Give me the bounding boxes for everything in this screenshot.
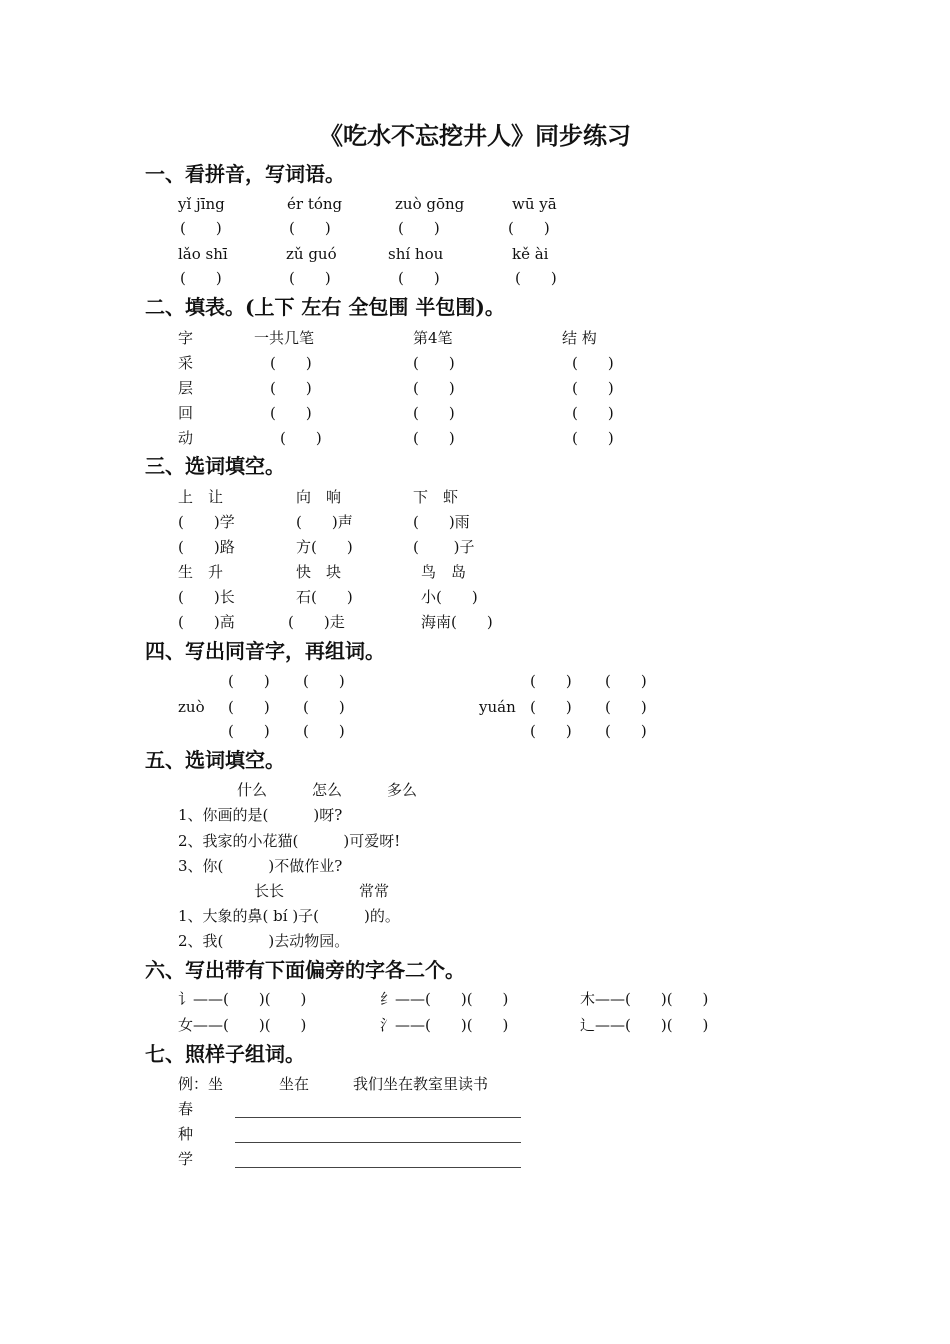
sentence[interactable]: 1、大象的鼻( bí )子( )的。 bbox=[178, 907, 400, 925]
answer-blank[interactable]: ( ) bbox=[413, 354, 455, 372]
answer-blank[interactable]: ( ) bbox=[530, 672, 572, 690]
section-4-heading: 四、写出同音字，再组词。 bbox=[145, 639, 385, 663]
answer-line[interactable] bbox=[235, 1142, 521, 1143]
answer-blank[interactable]: ( ) bbox=[572, 354, 614, 372]
answer-blank[interactable]: ( ) bbox=[270, 379, 312, 397]
worksheet-title: 《吃水不忘挖井人》同步练习 bbox=[319, 121, 631, 150]
radical-item[interactable]: 讠——( )( ) bbox=[178, 990, 307, 1008]
answer-blank[interactable]: ( ) bbox=[530, 698, 572, 716]
word-choices: 什么 怎么 多么 bbox=[237, 781, 418, 799]
section-1-heading: 一、看拼音，写词语。 bbox=[145, 162, 345, 186]
pinyin-yijing: yǐ jīng bbox=[178, 195, 225, 213]
answer-blank[interactable]: ( ) bbox=[398, 219, 440, 237]
fill-cell[interactable]: 石( ) bbox=[296, 588, 353, 606]
word-pair: 上 让 bbox=[178, 488, 224, 506]
fill-cell[interactable]: ( )声 bbox=[296, 513, 353, 531]
answer-blank[interactable]: ( ) bbox=[413, 429, 455, 447]
practice-char: 春 bbox=[178, 1100, 194, 1118]
sentence[interactable]: 1、你画的是( )呀? bbox=[178, 806, 343, 824]
fill-cell[interactable]: ( )走 bbox=[288, 613, 345, 631]
radical-item[interactable]: 氵——( )( ) bbox=[380, 1016, 509, 1034]
section-2-heading: 二、填表。(上下 左右 全包围 半包围)。 bbox=[145, 295, 505, 319]
pinyin-yuan: yuán bbox=[479, 698, 516, 716]
answer-blank[interactable]: ( ) bbox=[228, 672, 270, 690]
radical-item[interactable]: 木——( )( ) bbox=[580, 990, 709, 1008]
answer-blank[interactable]: ( ) bbox=[228, 698, 270, 716]
sentence[interactable]: 3、你( )不做作业? bbox=[178, 857, 343, 875]
table-header-strokes: 一共几笔 bbox=[254, 329, 315, 347]
table-char-cai: 采 bbox=[178, 354, 194, 372]
example-word: 坐在 bbox=[279, 1075, 310, 1093]
pinyin-laoshi: lǎo shī bbox=[178, 245, 228, 263]
answer-blank[interactable]: ( ) bbox=[413, 379, 455, 397]
word-choices: 长长 常常 bbox=[254, 882, 390, 900]
fill-cell[interactable]: ( )学 bbox=[178, 513, 235, 531]
word-pair: 鸟 岛 bbox=[421, 563, 467, 581]
section-5-heading: 五、选词填空。 bbox=[145, 748, 285, 772]
fill-cell[interactable]: ( )长 bbox=[178, 588, 235, 606]
fill-cell[interactable]: ( )高 bbox=[178, 613, 235, 631]
answer-blank[interactable]: ( ) bbox=[605, 722, 647, 740]
example-sentence: 我们坐在教室里读书 bbox=[353, 1075, 489, 1093]
fill-cell[interactable]: 方( ) bbox=[296, 538, 353, 556]
pinyin-zuo: zuò bbox=[178, 698, 205, 716]
fill-cell[interactable]: ( )雨 bbox=[413, 513, 470, 531]
answer-blank[interactable]: ( ) bbox=[180, 269, 222, 287]
pinyin-zuogong: zuò gōng bbox=[395, 195, 465, 213]
answer-blank[interactable]: ( ) bbox=[303, 698, 345, 716]
practice-char: 学 bbox=[178, 1150, 194, 1168]
pinyin-shihou: shí hou bbox=[388, 245, 444, 263]
answer-blank[interactable]: ( ) bbox=[572, 404, 614, 422]
answer-blank[interactable]: ( ) bbox=[303, 672, 345, 690]
answer-blank[interactable]: ( ) bbox=[508, 219, 550, 237]
fill-cell[interactable]: 海南( ) bbox=[421, 613, 493, 631]
word-pair: 向 响 bbox=[296, 488, 342, 506]
section-3-heading: 三、选词填空。 bbox=[145, 454, 285, 478]
answer-blank[interactable]: ( ) bbox=[289, 219, 331, 237]
table-char-ceng: 层 bbox=[178, 379, 194, 397]
sentence[interactable]: 2、我家的小花猫( )可爱呀! bbox=[178, 832, 401, 850]
answer-blank[interactable]: ( ) bbox=[572, 379, 614, 397]
answer-blank[interactable]: ( ) bbox=[413, 404, 455, 422]
fill-cell[interactable]: 小( ) bbox=[421, 588, 478, 606]
answer-blank[interactable]: ( ) bbox=[270, 354, 312, 372]
section-6-heading: 六、写出带有下面偏旁的字各二个。 bbox=[145, 958, 465, 982]
answer-blank[interactable]: ( ) bbox=[572, 429, 614, 447]
answer-line[interactable] bbox=[235, 1117, 521, 1118]
fill-cell[interactable]: ( )路 bbox=[178, 538, 235, 556]
pinyin-keai: kě ài bbox=[512, 245, 549, 263]
table-char-hui: 回 bbox=[178, 404, 194, 422]
section-7-heading: 七、照样子组词。 bbox=[145, 1042, 305, 1066]
table-header-fourth-stroke: 第4笔 bbox=[413, 329, 453, 347]
radical-item[interactable]: 女——( )( ) bbox=[178, 1016, 307, 1034]
answer-blank[interactable]: ( ) bbox=[515, 269, 557, 287]
answer-blank[interactable]: ( ) bbox=[398, 269, 440, 287]
table-header-structure: 结 构 bbox=[562, 329, 597, 347]
word-pair: 快 块 bbox=[296, 563, 342, 581]
answer-blank[interactable]: ( ) bbox=[280, 429, 322, 447]
word-pair: 下 虾 bbox=[413, 488, 459, 506]
answer-blank[interactable]: ( ) bbox=[605, 672, 647, 690]
table-char-dong: 动 bbox=[178, 429, 194, 447]
pinyin-zuguo: zǔ guó bbox=[286, 245, 337, 263]
fill-cell[interactable]: ( )子 bbox=[413, 538, 475, 556]
answer-blank[interactable]: ( ) bbox=[303, 722, 345, 740]
answer-blank[interactable]: ( ) bbox=[530, 722, 572, 740]
answer-blank[interactable]: ( ) bbox=[605, 698, 647, 716]
answer-line[interactable] bbox=[235, 1167, 521, 1168]
radical-item[interactable]: 纟——( )( ) bbox=[380, 990, 509, 1008]
answer-blank[interactable]: ( ) bbox=[289, 269, 331, 287]
pinyin-wuya: wū yā bbox=[512, 195, 557, 213]
answer-blank[interactable]: ( ) bbox=[270, 404, 312, 422]
word-pair: 生 升 bbox=[178, 563, 224, 581]
pinyin-ertong: ér tóng bbox=[287, 195, 343, 213]
table-header-char: 字 bbox=[178, 329, 194, 347]
sentence[interactable]: 2、我( )去动物园。 bbox=[178, 932, 350, 950]
answer-blank[interactable]: ( ) bbox=[228, 722, 270, 740]
practice-char: 种 bbox=[178, 1125, 194, 1143]
example-char: 例：坐 bbox=[178, 1075, 224, 1093]
answer-blank[interactable]: ( ) bbox=[180, 219, 222, 237]
radical-item[interactable]: 辶——( )( ) bbox=[580, 1016, 709, 1034]
